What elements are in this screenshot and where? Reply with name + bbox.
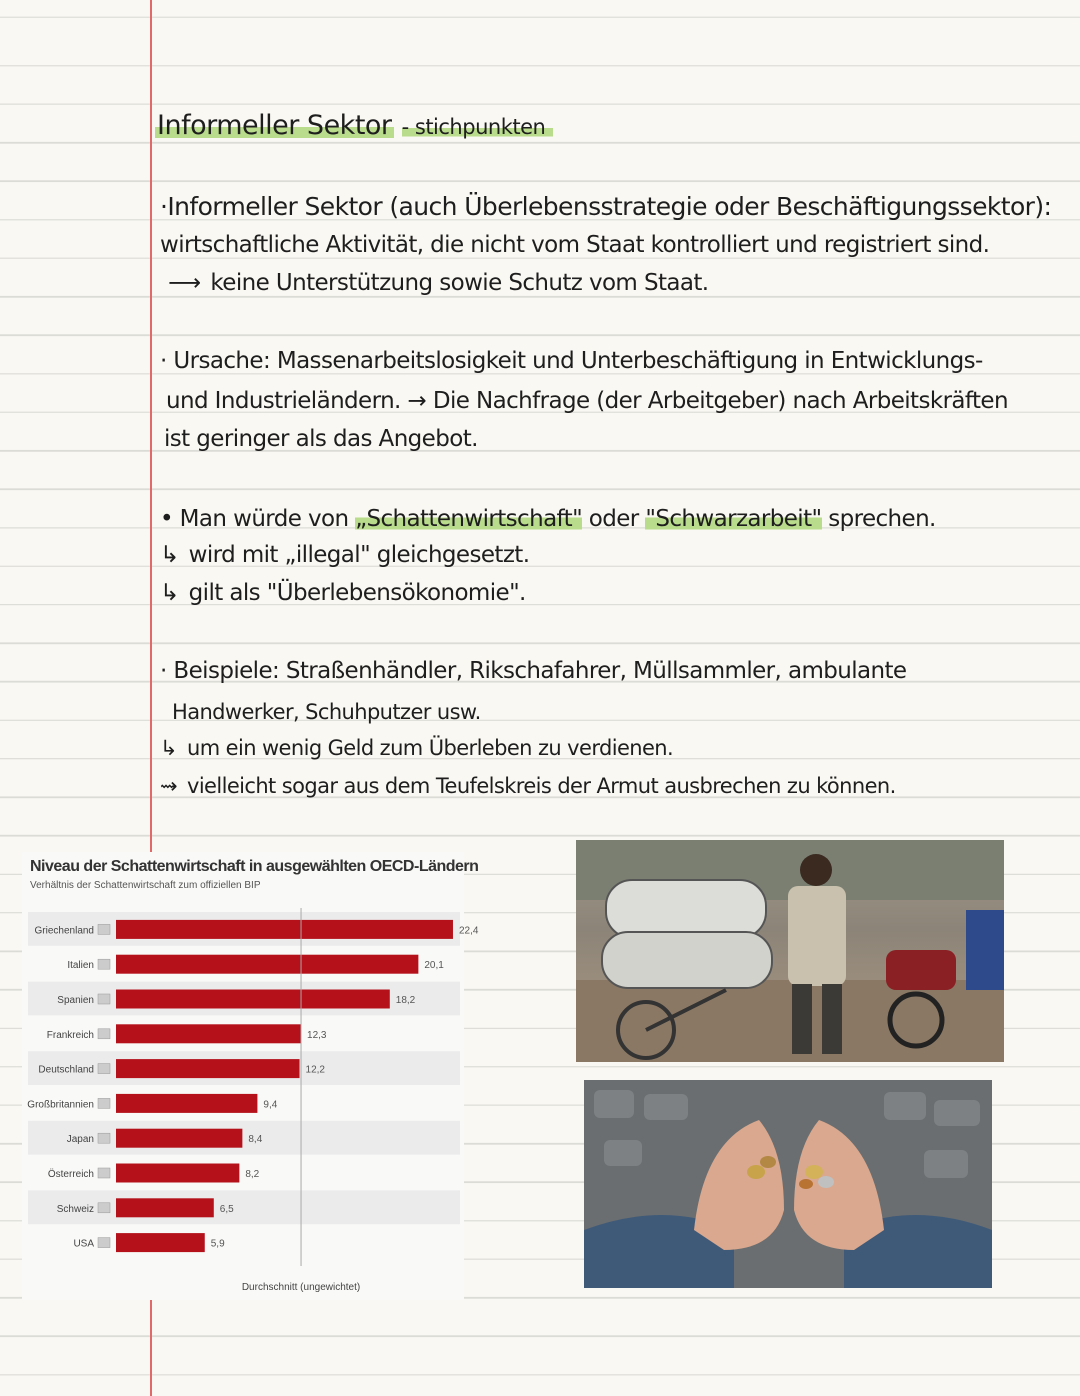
p3-line1-c: oder — [582, 506, 646, 532]
value-label: 18,2 — [395, 995, 416, 1006]
p3-line2 — [160, 542, 529, 568]
hands-coins-illustration — [584, 1080, 992, 1288]
value-label: 8,4 — [248, 1134, 263, 1146]
category-label: Spanien — [57, 995, 94, 1006]
motorbike-body — [886, 950, 956, 990]
bar-schweiz — [116, 1198, 214, 1217]
p2-line3: ist geringer als das Angebot. — [164, 426, 478, 452]
p3-line1-e: sprechen. — [821, 506, 936, 532]
p3-line3 — [160, 580, 526, 606]
category-label: Italien — [67, 960, 94, 972]
bar-österreich — [116, 1164, 239, 1183]
p3-line2-text: wird mit „illegal" gleichgesetzt. — [188, 542, 530, 568]
p2-line2: und Industrieländern. → Die Nachfrage (der Arbeitgeber) nach Arbeitskräften — [166, 388, 1008, 414]
bar-frankreich — [116, 1024, 301, 1043]
reference-label: Durchschnitt (ungewichtet) — [241, 1282, 361, 1293]
p4-line2: Handwerker, Schuhputzer usw. — [172, 700, 481, 724]
p3-line1-a: • Man würde von — [160, 506, 356, 532]
category-label: Frankreich — [46, 1029, 94, 1041]
p4-line3 — [160, 736, 673, 760]
vendor-shirt — [788, 886, 846, 986]
category-label: Griechenland — [34, 925, 94, 937]
sack-bundle-top — [606, 880, 766, 938]
category-label: Österreich — [47, 1169, 94, 1180]
wave-arrow-icon: ⇝ — [160, 774, 177, 798]
country-flag-icon — [98, 1238, 110, 1248]
page-title — [155, 110, 553, 141]
category-label: USA — [73, 1238, 94, 1250]
sack-bundle-bottom — [602, 932, 772, 988]
bar-deutschland — [116, 1059, 300, 1078]
vendor-leg-right — [822, 984, 842, 1054]
country-flag-icon — [98, 994, 110, 1004]
vendor-leg-left — [792, 984, 812, 1054]
p1-line2: wirtschaftliche Aktivität, die nicht vom Staat kontrolliert und registriert sind. — [160, 232, 990, 258]
vendor-head — [800, 854, 832, 886]
title-main: Informeller Sektor — [157, 110, 392, 141]
category-label: Deutschland — [38, 1064, 94, 1076]
p4-line4 — [160, 774, 896, 798]
arrow-right-icon: ⟶ — [168, 270, 201, 296]
hook-arrow-icon: ↳ — [160, 542, 179, 568]
hook-arrow-icon: ↳ — [160, 580, 179, 606]
bar-japan — [116, 1129, 242, 1148]
coin-icon — [818, 1176, 834, 1188]
category-label: Großbritannien — [27, 1099, 94, 1111]
value-label: 6,5 — [219, 1203, 234, 1215]
p4-line1: · Beispiele: Straßenhändler, Rikschafahrer, Müllsammler, ambulante — [160, 658, 907, 684]
highlight-schattenwirtschaft: „Schattenwirtschaft" — [355, 506, 583, 532]
value-label: 12,2 — [305, 1064, 325, 1076]
coin-icon — [805, 1165, 823, 1179]
coin-icon — [760, 1156, 776, 1168]
bar-großbritannien — [116, 1094, 257, 1113]
street-vendor-illustration — [576, 840, 1004, 1062]
p2-line1: · Ursache: Massenarbeitslosigkeit und Unterbeschäftigung in Entwicklungs- — [160, 348, 983, 374]
country-flag-icon — [98, 1133, 110, 1143]
title-sub: - stichpunkten — [402, 115, 554, 139]
person-blue-shirt — [966, 910, 1004, 990]
bar-griechenland — [116, 920, 453, 939]
coin-icon — [747, 1165, 765, 1179]
value-label: 22,4 — [458, 925, 479, 937]
bar-spanien — [116, 990, 390, 1009]
chart-subtitle: Verhältnis der Schattenwirtschaft zum offiziellen BIP — [30, 880, 261, 891]
photo-street-vendor — [576, 840, 1004, 1062]
bar-italien — [116, 955, 418, 974]
p1-line1: ·Informeller Sektor (auch Überlebensstrategie oder Beschäftigungssektor): — [160, 192, 1052, 221]
p3-line1 — [160, 506, 936, 532]
country-flag-icon — [98, 1064, 110, 1074]
category-label: Schweiz — [56, 1203, 94, 1215]
country-flag-icon — [98, 1168, 110, 1178]
value-label: 20,1 — [424, 960, 444, 972]
country-flag-icon — [98, 959, 110, 969]
chart-plot — [22, 852, 479, 1300]
p1-line3-text: keine Unterstützung sowie Schutz vom Staat. — [210, 270, 709, 296]
p1-line3 — [168, 270, 708, 296]
p4-line4-text: vielleicht sogar aus dem Teufelskreis der Armut ausbrechen zu können. — [187, 774, 896, 798]
value-label: 9,4 — [263, 1099, 278, 1111]
country-flag-icon — [98, 1203, 110, 1213]
country-flag-icon — [98, 1098, 110, 1108]
country-flag-icon — [98, 924, 110, 934]
photo-hands-coins — [584, 1080, 992, 1288]
p4-line3-text: um ein wenig Geld zum Überleben zu verdienen. — [187, 736, 674, 760]
value-label: 5,9 — [210, 1238, 225, 1250]
country-flag-icon — [98, 1029, 110, 1039]
coin-icon — [799, 1179, 813, 1189]
bar-usa — [116, 1233, 205, 1252]
highlight-schwarzarbeit: "Schwarzarbeit" — [645, 506, 822, 532]
value-label: 8,2 — [245, 1169, 260, 1180]
shadow-economy-chart — [22, 852, 479, 1300]
value-label: 12,3 — [307, 1029, 327, 1041]
p3-line3-text: gilt als "Überlebensökonomie". — [188, 580, 526, 606]
hook-arrow-icon: ↳ — [160, 736, 177, 760]
chart-title: Niveau der Schattenwirtschaft in ausgewählten OECD-Ländern — [30, 858, 479, 875]
category-label: Japan — [66, 1134, 94, 1146]
